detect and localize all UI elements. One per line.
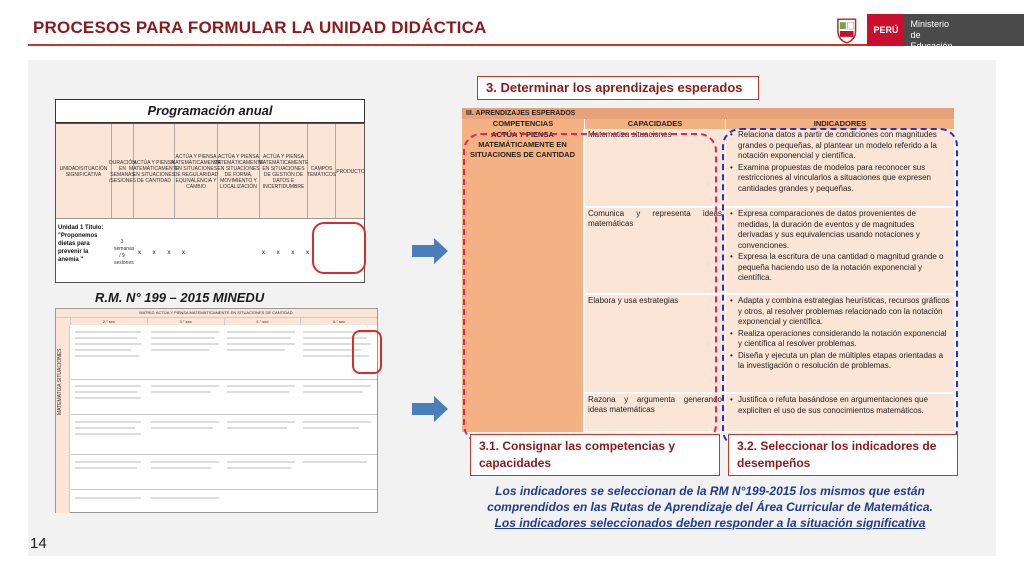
prog-col-duracion: DURACIÓN EN SEMANAS /SESIONES <box>112 124 134 219</box>
indicador-item: • Realiza operaciones considerando la notación exponencial y científica al resolver problemas. <box>738 329 950 350</box>
matriz-title: MATRIZ: ACTÚA Y PIENSA MATEMÁTICAMENTE EN SITUACIONES DE CANTIDAD. <box>56 309 377 317</box>
prog-col-regularidad: ACTÚA Y PIENSA MATEMÁTICAMENTE EN SITUACIONES DE REGULARIDAD EQUIVALENCIA Y CAMBIO <box>175 124 218 219</box>
prog-col-forma: ACTÚA Y PIENSA MATEMÁTICAMENTE EN SITUACIONES DE FORMA, MOVIMIENTO Y LOCALIZACIÓN <box>218 124 260 219</box>
prog-table-header <box>56 124 364 219</box>
prog-row-marks-a: x x x x <box>138 250 191 256</box>
matriz-side-label: MATEMATIZA SITUACIONES <box>56 325 70 513</box>
aprendizajes-title: III. APRENDIZAJES ESPERADOS <box>462 108 954 119</box>
indicador-item: • Relaciona datos a partir de condiciones con magnitudes grandes o pequeñas, al plantear un modelo referido a la notación exponencial y científica. <box>738 130 950 162</box>
capacidad-cell: Razona y argumenta generando ideas matemáticas <box>585 394 725 432</box>
footer-note <box>462 483 958 531</box>
highlight-indicadores <box>722 128 958 448</box>
prog-col-producto: PRODUCTO <box>336 168 365 175</box>
prog-row-marks-b: x x x x <box>262 250 315 256</box>
highlight-oval-programacion <box>312 222 366 274</box>
arrow-right-icon <box>410 394 450 424</box>
peru-label: PERÚ <box>867 14 904 46</box>
ministerio-label: Ministerio de Educación <box>904 14 1024 46</box>
coat-of-arms-icon <box>832 15 861 45</box>
prog-col-datos: ACTÚA Y PIENSA MATEMÁTICAMENTE EN SITUACIONES DE GESTIÓN DE DATOS E INCERTIDUMBRE <box>260 124 308 219</box>
slide-number: 14 <box>30 535 47 552</box>
header-capacidades: CAPACIDADES <box>585 119 725 129</box>
capacidad-cell: Elabora y usa estrategias <box>585 295 725 393</box>
matriz-grades <box>56 317 377 325</box>
indicador-item: • Expresa la escritura de una cantidad o magnitud grande o pequeña haciendo uso de la notación exponencial y científica. <box>738 252 950 284</box>
prog-col-campos: CAMPOS TEMÁTICOS <box>308 124 336 219</box>
matriz-grade-5: 5.° sec <box>300 318 377 325</box>
programacion-anual-title: Programación anual <box>55 99 365 123</box>
indicador-item: • Justifica o refuta basándose en argumentaciones que expliciten el uso de sus conocimientos matemáticos. <box>738 395 950 416</box>
slide-title: PROCESOS PARA FORMULAR LA UNIDAD DIDÁCTICA <box>33 18 487 37</box>
matriz-thumbnail <box>55 308 378 513</box>
header-indicadores: INDICADORES <box>726 119 954 129</box>
competencia-cell: ACTÚA Y PIENSA MATEMÁTICAMENTE EN SITUACIONES DE CANTIDAD <box>462 129 584 432</box>
highlight-oval-matriz <box>352 330 382 374</box>
matriz-grade-4: 4.° sec <box>224 318 301 325</box>
prog-row-unidad: Unidad 1 Título: "Proponemos dietas para prevenir la anemia " <box>58 225 104 263</box>
matriz-text-lines <box>71 326 377 512</box>
step-3-2-label: 3.2. Seleccionar los indicadores de desempeños <box>728 434 958 476</box>
matriz-grade-3: 3.° sec <box>147 318 224 325</box>
indicador-item: • Diseña y ejecuta un plan de múltiples etapas orientadas a la investigación o resolución de problemas. <box>738 351 950 372</box>
ministry-logo <box>832 14 1024 51</box>
prog-col-cantidad: ACTÚA Y PIENSA MATEMÁTICAMENTE EN SITUACIONES DE CANTIDAD <box>134 124 175 219</box>
footer-note-line-2: Los indicadores seleccionados deben responder a la situación significativa <box>494 516 926 530</box>
step-3-label: 3. Determinar los aprendizajes esperados <box>477 76 759 100</box>
indicador-item: • Adapta y combina estrategias heurísticas, recursos gráficos y otros, al resolver problemas relacionado con la notación exponencial y científica. <box>738 296 950 328</box>
capacidad-cell: Matematiza situaciones <box>585 129 725 207</box>
step-3-1-label: 3.1. Consignar las competencias y capacidades <box>470 434 720 476</box>
capacidad-cell: Comunica y representa ideas matemáticas <box>585 208 725 294</box>
indicador-item: • Expresa comparaciones de datos provenientes de medidas, la duración de eventos y de magnitudes derivadas y sus equivalencias usando notaciones y convenciones. <box>738 209 950 251</box>
matriz-grade-2: 2.° sec <box>70 318 147 325</box>
header-competencias: COMPETENCIAS <box>462 119 584 129</box>
prog-col-unidad: UNIDAD/SITUACIÓN SIGNIFICATIVA <box>56 124 112 219</box>
rm-reference-label: R.M. N° 199 – 2015 MINEDU <box>95 290 265 305</box>
indicador-item: • Examina propuestas de modelos para reconocer sus restricciones al vincularlos a situaciones que expresen cantidades grandes y pequeñas. <box>738 163 950 195</box>
footer-note-line-1: Los indicadores se seleccionan de la RM N°199-2015 los mismos que están comprendidos en las Rutas de Aprendizaje del Área Curricular de Matemática. <box>487 484 933 514</box>
arrow-right-icon <box>410 236 450 266</box>
highlight-competencias-capacidades <box>463 133 717 443</box>
prog-row-duracion: 3 semanas / 9 sesiones <box>114 239 135 266</box>
